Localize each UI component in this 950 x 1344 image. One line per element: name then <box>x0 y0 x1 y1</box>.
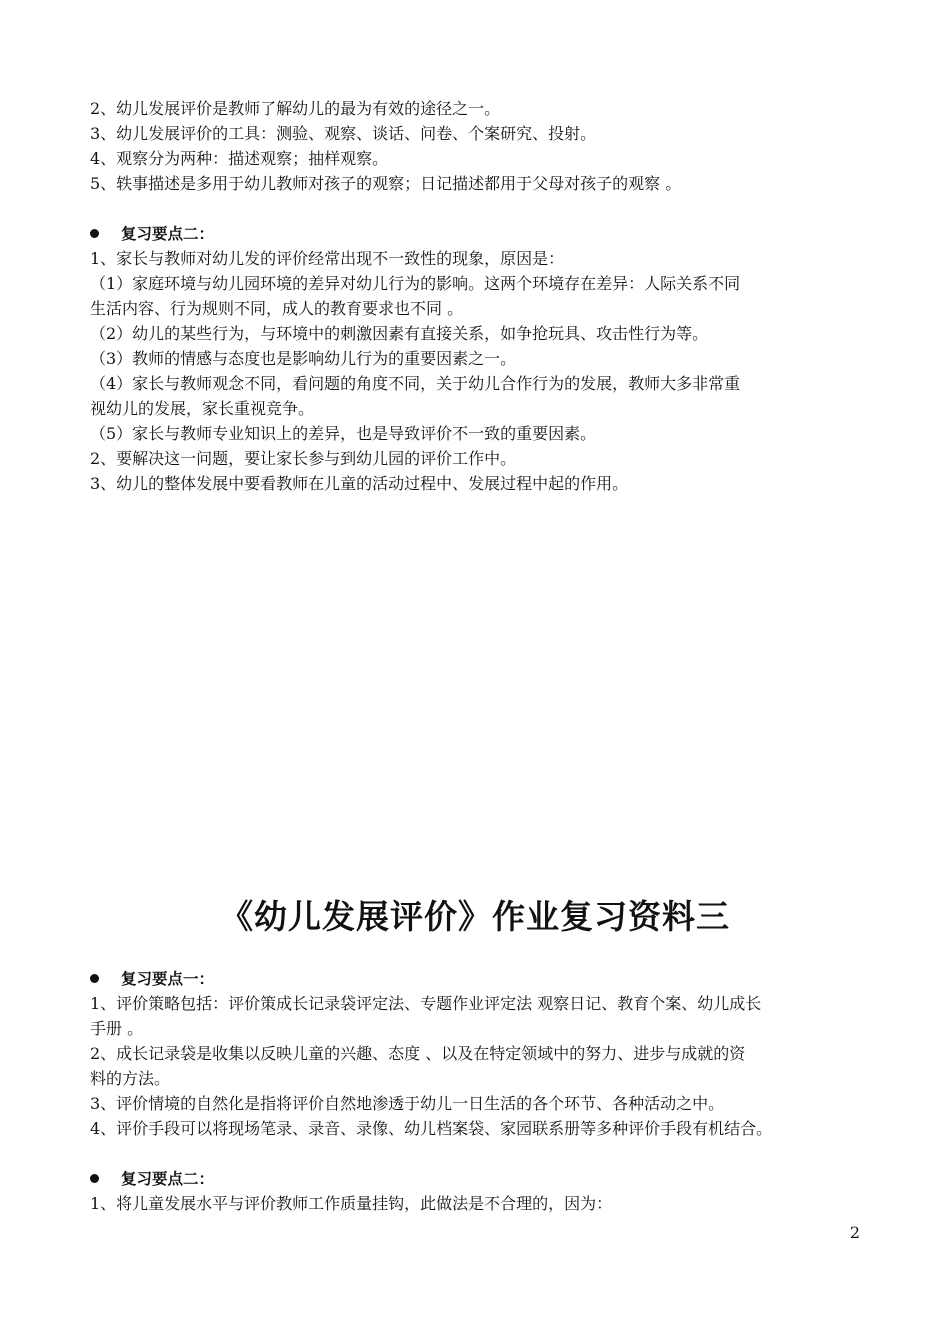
text-line: 1、将儿童发展水平与评价教师工作质量挂钩，此做法是不合理的，因为： <box>90 1194 613 1213</box>
page-number: 2 <box>849 1223 860 1242</box>
text-line: （5）家长与教师专业知识上的差异，也是导致评价不一致的重要因素。 <box>90 424 597 443</box>
section-b <box>90 246 865 496</box>
bullet-icon <box>90 1174 99 1183</box>
bullet-icon <box>90 229 99 238</box>
text-line: 2、要解决这一问题，要让家长参与到幼儿园的评价工作中。 <box>90 449 517 468</box>
text-line: 4、观察分为两种：描述观察；抽样观察。 <box>90 149 389 168</box>
section-heading <box>90 222 214 246</box>
section-d <box>90 1191 865 1216</box>
heading-label: 复习要点二： <box>121 224 215 243</box>
text-line: 料的方法。 <box>90 1069 171 1088</box>
section-heading <box>90 967 214 991</box>
text-line: 1、家长与教师对幼儿发的评价经常出现不一致性的现象，原因是： <box>90 249 565 268</box>
text-line: 5、轶事描述是多用于幼儿教师对孩子的观察；日记描述都用于父母对孩子的观察 。 <box>90 174 682 193</box>
text-line: 手册 。 <box>90 1019 144 1038</box>
text-line: 3、评价情境的自然化是指将评价自然地渗透于幼儿一日生活的各个环节、各种活动之中。 <box>90 1094 725 1113</box>
text-line: 4、评价手段可以将现场笔录、录音、录像、幼儿档案袋、家园联系册等多种评价手段有机结合。 <box>90 1119 773 1138</box>
bullet-icon <box>90 974 99 983</box>
heading-label: 复习要点一： <box>121 969 215 988</box>
section-heading <box>90 1167 214 1191</box>
text-line: 视幼儿的发展，家长重视竞争。 <box>90 399 315 418</box>
section-c <box>90 991 865 1141</box>
heading-label: 复习要点二： <box>121 1169 215 1188</box>
text-line: （2）幼儿的某些行为，与环境中的刺激因素有直接关系，如争抢玩具、攻击性行为等。 <box>90 324 709 343</box>
text-line: 2、幼儿发展评价是教师了解幼儿的最为有效的途径之一。 <box>90 99 501 118</box>
text-line: （1）家庭环境与幼儿园环境的差异对幼儿行为的影响。这两个环境存在差异：人际关系不同 <box>90 274 741 293</box>
text-line: 生活内容、行为规则不同，成人的教育要求也不同 。 <box>90 299 464 318</box>
text-line: 2、成长记录袋是收集以反映儿童的兴趣、态度 、以及在特定领域中的努力、进步与成就的资 <box>90 1044 746 1063</box>
text-line: 1、评价策略包括：评价策成长记录袋评定法、专题作业评定法 观察日记、教育个案、幼儿成长 <box>90 994 762 1013</box>
text-line: 3、幼儿发展评价的工具：测验、观察、谈话、问卷、个案研究、投射。 <box>90 124 597 143</box>
document-title: 《幼儿发展评价》作业复习资料三 <box>220 897 730 936</box>
text-line: 3、幼儿的整体发展中要看教师在儿童的活动过程中、发展过程中起的作用。 <box>90 474 629 493</box>
text-line: （3）教师的情感与态度也是影响幼儿行为的重要因素之一。 <box>90 349 517 368</box>
section-a <box>90 96 865 196</box>
text-line: （4）家长与教师观念不同，看问题的角度不同，关于幼儿合作行为的发展，教师大多非常重 <box>90 374 741 393</box>
